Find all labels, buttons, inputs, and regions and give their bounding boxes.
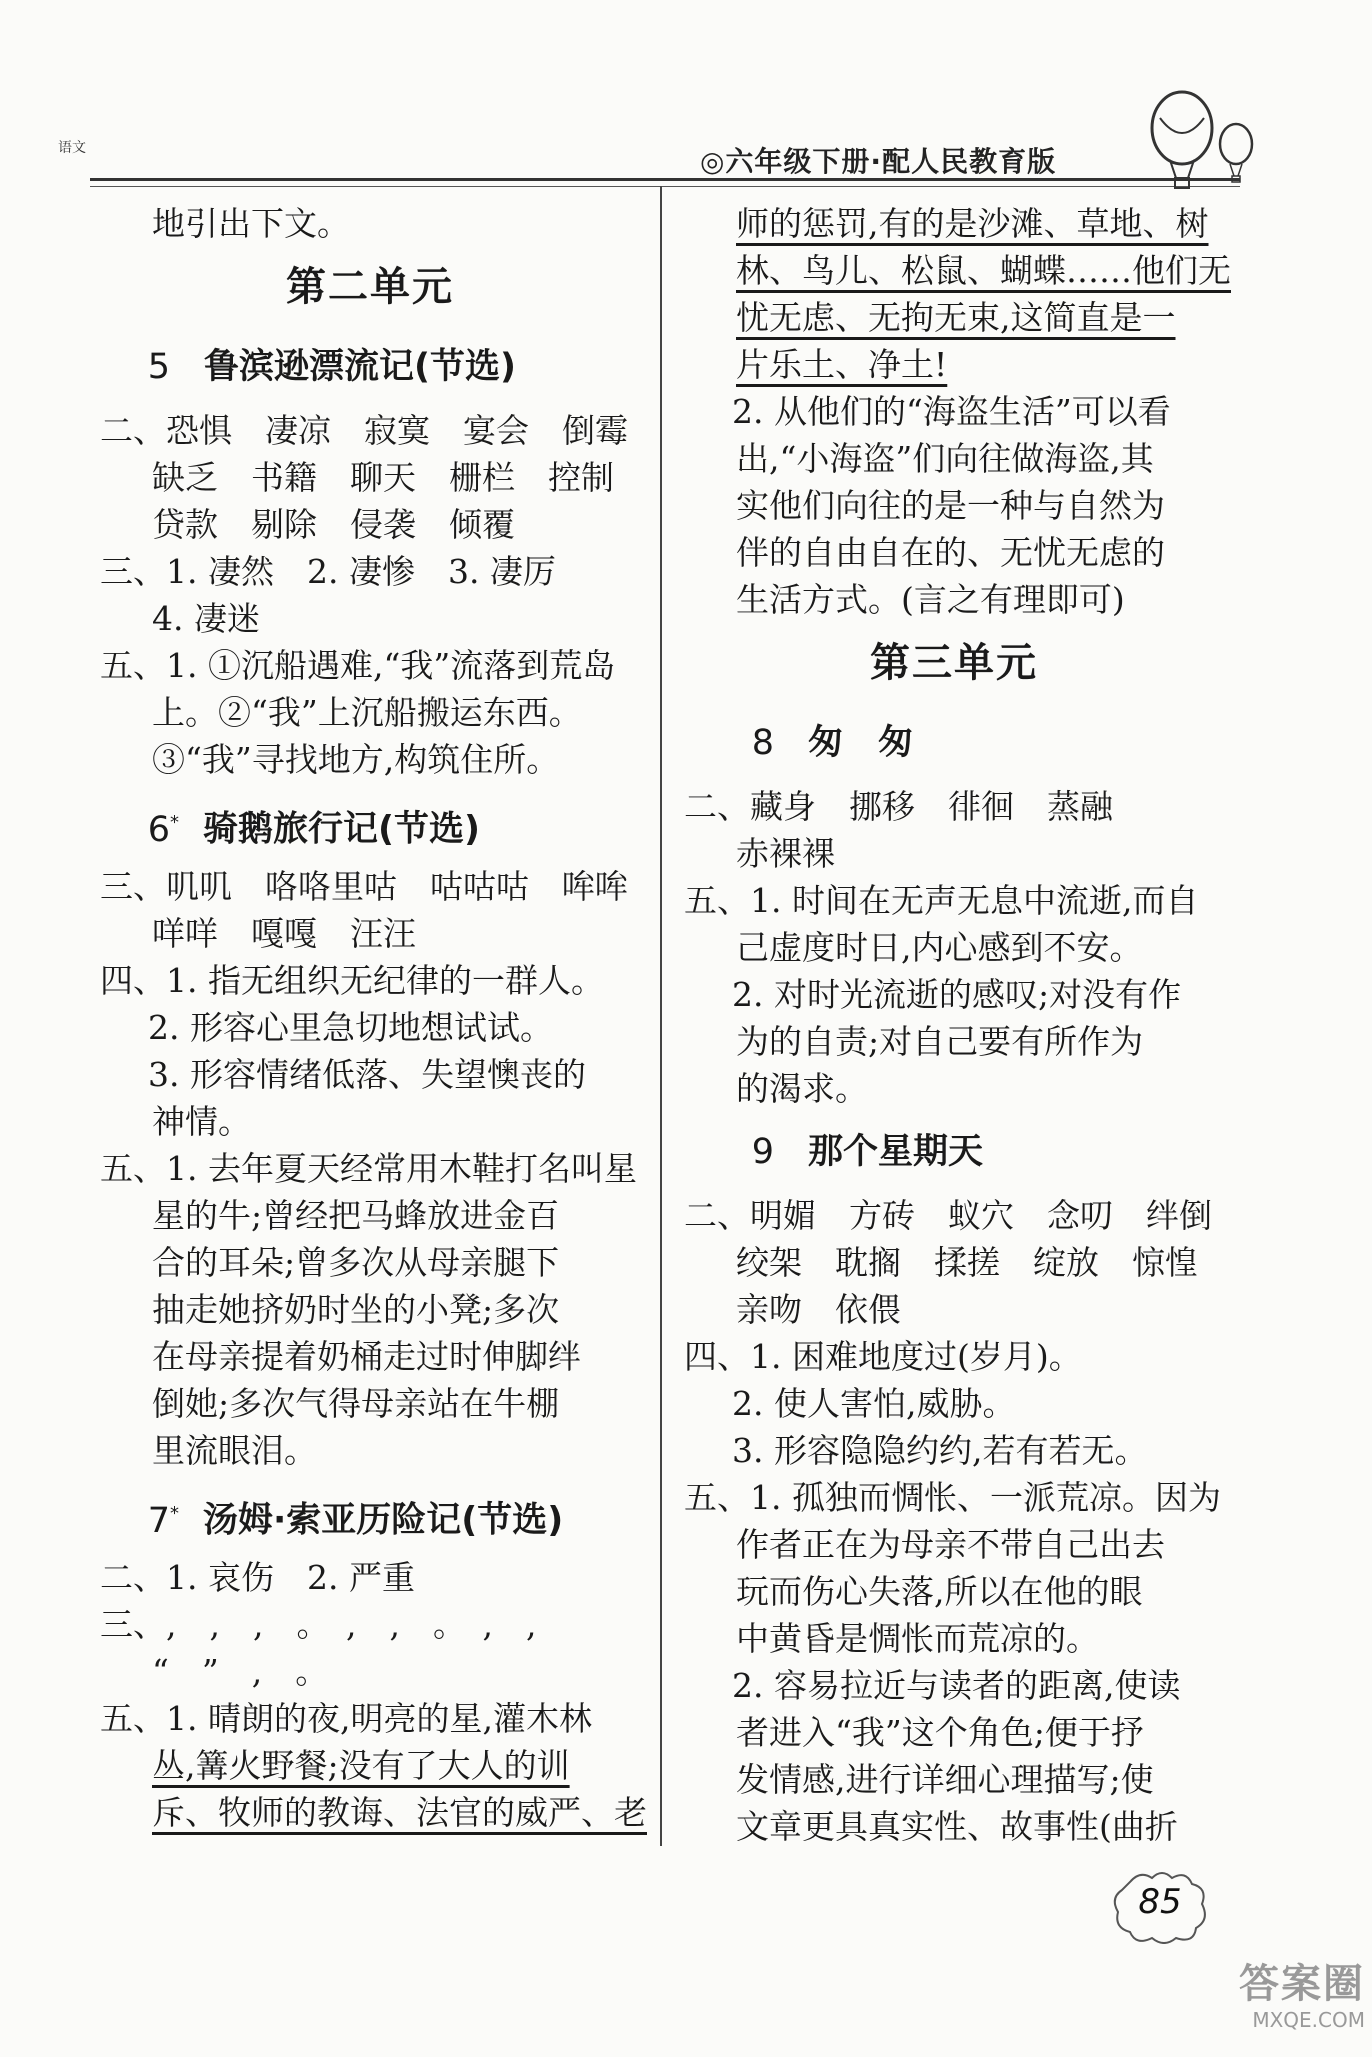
- lesson-title: 鲁滨逊漂流记(节选): [204, 347, 516, 387]
- answer-line: 2. 从他们的“海盗生活”可以看: [732, 392, 1171, 431]
- answer-line: 四、1. 指无组织无纪律的一群人。: [100, 961, 604, 1000]
- hot-air-balloon-icon: [1140, 88, 1260, 198]
- watermark: [1205, 1960, 1365, 2032]
- answer-line: 文章更具真实性、故事性(曲折: [736, 1807, 1178, 1846]
- underlined-answer-line: 忧无虑、无拘无束,这简直是一: [736, 298, 1176, 337]
- lesson-heading: [100, 783, 640, 863]
- answer-line: 二、明媚 方砖 蚁穴 念叨 绊倒: [684, 1196, 1212, 1235]
- answer-line: 五、1. ①沉船遇难,“我”流落到荒岛: [100, 646, 616, 685]
- lesson-heading: [684, 703, 1224, 783]
- right-column: [684, 200, 1231, 1850]
- answer-line: 缺乏 书籍 聊天 栅栏 控制: [152, 458, 614, 497]
- answer-line: 倒她;多次气得母亲站在牛棚: [152, 1384, 560, 1423]
- lesson-number: 8: [751, 723, 774, 763]
- carryover-line: 地引出下文。: [152, 204, 350, 243]
- answer-line: 玩而伤心失落,所以在他的眼: [736, 1572, 1143, 1611]
- answer-line: “ ” , 。: [152, 1652, 329, 1691]
- answer-line: 绞架 耽搁 揉搓 绽放 惊惶: [736, 1243, 1198, 1282]
- answer-line: 伴的自由自在的、无忧无虑的: [736, 533, 1165, 572]
- underlined-answer-line: 林、鸟儿、松鼠、蝴蝶……他们无: [736, 251, 1231, 290]
- answer-line: 四、1. 困难地度过(岁月)。: [684, 1337, 1082, 1376]
- answer-line: 2. 使人害怕,威胁。: [732, 1384, 1016, 1423]
- lesson-number: 9: [751, 1132, 774, 1172]
- answer-line: 赤裸裸: [736, 834, 835, 873]
- answer-line: 3. 形容情绪低落、失望懊丧的: [148, 1055, 586, 1094]
- header-rule-thin: [90, 186, 1240, 187]
- unit-heading: 第二单元: [286, 264, 454, 310]
- answer-line: 五、1. 晴朗的夜,明亮的星,灌木林: [100, 1699, 592, 1738]
- answer-line: 星的牛;曾经把马蜂放进金百: [152, 1196, 560, 1235]
- underlined-answer-line: 丛,篝火野餐;没有了大人的训: [152, 1746, 570, 1785]
- lesson-title: 骑鹅旅行记(节选): [203, 809, 480, 850]
- answer-line: 发情感,进行详细心理描写;使: [736, 1760, 1154, 1799]
- answer-line: 三、, , , 。 , , 。 , ,: [100, 1605, 537, 1644]
- watermark-url: MXQE.COM: [1252, 2008, 1365, 2032]
- answer-line: 五、1. 孤独而惆怅、一派荒凉。因为: [684, 1478, 1221, 1517]
- lesson-heading: [100, 1474, 640, 1554]
- answer-line: 咩咩 嘎嘎 汪汪: [152, 914, 416, 953]
- answer-line: 作者正在为母亲不带自己出去: [736, 1525, 1165, 1564]
- answer-line: 2. 对时光流逝的感叹;对没有作: [732, 975, 1182, 1014]
- watermark-logo: 答案圈: [1239, 1961, 1365, 2007]
- header-rule: [90, 178, 1240, 181]
- lesson-number: 7: [147, 1500, 170, 1541]
- answer-line: 里流眼泪。: [152, 1431, 317, 1470]
- answer-line: 抽走她挤奶时坐的小凳;多次: [152, 1290, 560, 1329]
- lesson-title: 匆 匆: [808, 723, 914, 763]
- answer-line: 亲吻 依偎: [736, 1290, 901, 1329]
- unit-heading: 第三单元: [870, 640, 1038, 686]
- answer-line: 二、藏身 挪移 徘徊 蒸融: [684, 787, 1113, 826]
- left-column: [100, 200, 647, 1836]
- answer-line: 在母亲提着奶桶走过时伸脚绊: [152, 1337, 581, 1376]
- answer-line: 三、叽叽 咯咯里咕 咕咕咕 哞哞: [100, 867, 628, 906]
- underlined-answer-line: 片乐土、净土!: [736, 345, 948, 384]
- answer-line: 己虚度时日,内心感到不安。: [736, 928, 1143, 967]
- lesson-number: 5: [147, 347, 170, 387]
- answer-line: 者进入“我”这个角色;便于抒: [736, 1713, 1144, 1752]
- lesson-number: 6: [147, 809, 170, 850]
- answer-line: 2. 容易拉近与读者的距离,使读: [732, 1666, 1181, 1705]
- answer-line: 出,“小海盗”们向往做海盗,其: [736, 439, 1154, 478]
- optional-mark: *: [170, 1503, 179, 1524]
- subject-badge: 语文: [58, 140, 86, 156]
- lesson-title: 那个星期天: [808, 1132, 984, 1172]
- answer-line: 3. 形容隐隐约约,若有若无。: [732, 1431, 1148, 1470]
- answer-line: 五、1. 时间在无声无息中流逝,而自: [684, 881, 1199, 920]
- answer-line: 4. 凄迷: [152, 599, 260, 638]
- answer-line: 五、1. 去年夏天经常用木鞋打名叫星: [100, 1149, 637, 1188]
- book-edition-title: ◎六年级下册·配人民教育版: [700, 145, 1057, 178]
- answer-line: 二、1. 哀伤 2. 严重: [100, 1558, 415, 1597]
- answer-line: 的渴求。: [736, 1069, 868, 1108]
- underlined-answer-line: 师的惩罚,有的是沙滩、草地、树: [736, 204, 1209, 243]
- lesson-heading: [100, 327, 640, 407]
- page-number: 85: [1138, 1882, 1182, 1922]
- answer-line: ③“我”寻找地方,构筑住所。: [152, 740, 560, 779]
- optional-mark: *: [170, 812, 179, 833]
- answer-line: 实他们向往的是一种与自然为: [736, 486, 1165, 525]
- lesson-heading: [684, 1112, 1224, 1192]
- answer-line: 生活方式。(言之有理即可): [736, 580, 1125, 619]
- answer-line: 为的自责;对自己要有所作为: [736, 1022, 1144, 1061]
- column-divider: [660, 186, 662, 1846]
- answer-line: 三、1. 凄然 2. 凄惨 3. 凄厉: [100, 552, 556, 591]
- underlined-answer-line: 斥、牧师的教诲、法官的威严、老: [152, 1793, 647, 1832]
- answer-line: 合的耳朵;曾多次从母亲腿下: [152, 1243, 560, 1282]
- answer-line: 上。②“我”上沉船搬运东西。: [152, 693, 582, 732]
- answer-line: 贷款 剔除 侵袭 倾覆: [152, 505, 515, 544]
- answer-line: 神情。: [152, 1102, 251, 1141]
- answer-line: 2. 形容心里急切地想试试。: [148, 1008, 553, 1047]
- lesson-title: 汤姆·索亚历险记(节选): [203, 1500, 564, 1541]
- answer-line: 中黄昏是惆怅而荒凉的。: [736, 1619, 1099, 1658]
- answer-line: 二、恐惧 凄凉 寂寞 宴会 倒霉: [100, 411, 628, 450]
